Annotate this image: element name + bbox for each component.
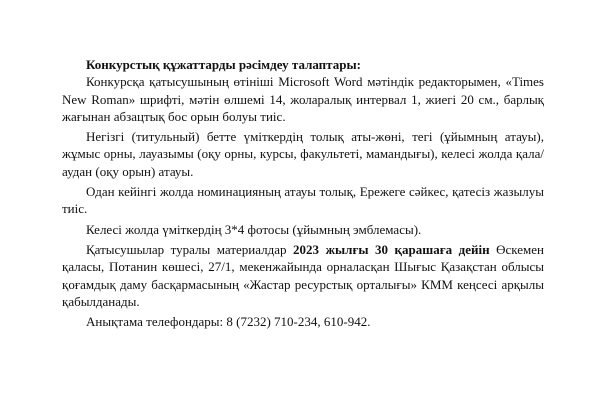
submission-text-start: Қатысушылар туралы материалдар bbox=[86, 241, 294, 257]
document-body bbox=[62, 56, 544, 330]
requirements-heading: Конкурстық құжаттарды рәсімдеу талаптары: bbox=[86, 57, 361, 72]
submission-paragraph bbox=[62, 241, 544, 310]
nomination-paragraph: Одан кейінгі жолда номинацияның атауы толық, Ережеге сәйкес, қатесіз жазылуы тиіс. bbox=[62, 184, 544, 217]
submission-deadline: 2023 жылғы 30 қарашаға дейін bbox=[293, 241, 490, 257]
contact-phones: Анықтама телефондары: 8 (7232) 710-234, 610-942. bbox=[86, 314, 371, 330]
format-requirements-paragraph: Конкурсқа қатысушының өтініші Microsoft Word мәтіндік редакторымен, «Times New Roman» шрифті, мәтін өлшемі 14, жоларалық интервал 1, жиегі 20 см., барлық жағынан абзацтық бос орын болуы тиіс. bbox=[62, 74, 544, 124]
submission-text-end: Өскемен қаласы, Потанин көшесі, 27/1, мекенжайында орналасқан Шығыс Қазақстан облысы қоғамдық даму басқармасының «Жастар ресурстық орталығы» КММ кеңсесі арқылы қабылданады. bbox=[62, 241, 544, 309]
title-page-paragraph: Негізгі (титульный) бетте үміткердің толық аты-жөні, тегі (ұйымның атауы), жұмыс орны, лауазымы (оқу орны, курсы, факультеті, мамандығы), келесі жолда қала/ аудан (оқу орын) атауы. bbox=[62, 129, 544, 179]
photo-paragraph: Келесі жолда үміткердің 3*4 фотосы (ұйымның эмблемасы). bbox=[86, 221, 422, 237]
